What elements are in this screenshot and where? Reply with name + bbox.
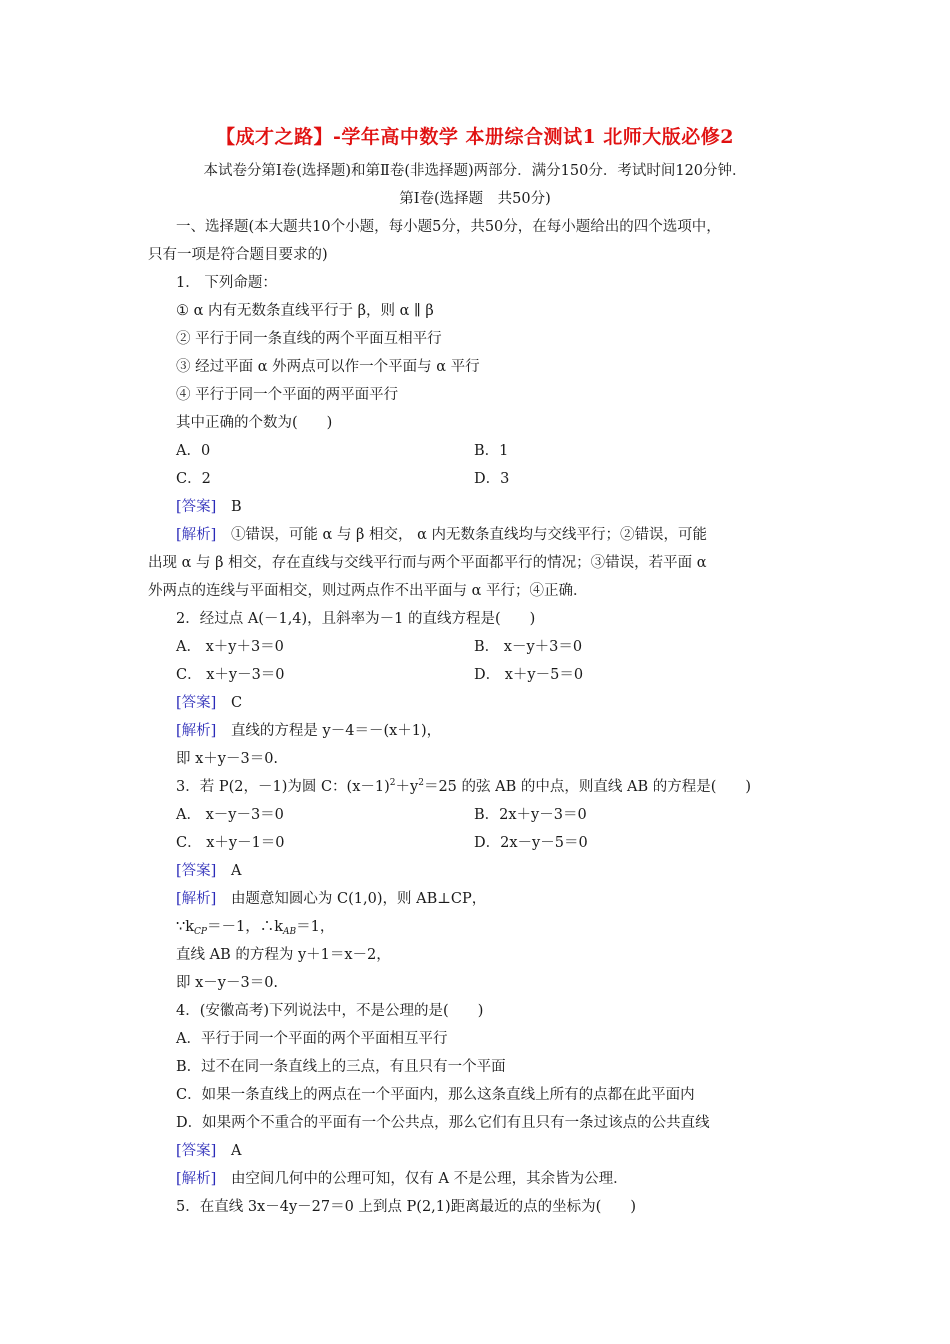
answer-label: [答案] — [176, 1143, 217, 1159]
analysis-label: [解析] — [176, 891, 217, 907]
q4-option-a: A．平行于同一个平面的两个平面相互平行 — [176, 1031, 448, 1047]
q2-option-a: A． x＋y＋3＝0 — [176, 639, 284, 655]
q4-analysis-text1: 由空间几何中的公理可知，仅有 A 不是公理，其余皆为公理． — [230, 1171, 628, 1187]
q4-analysis-line1 — [176, 1169, 628, 1189]
q2-option-d: D． x＋y－5＝0 — [474, 667, 584, 683]
q3-analysis-line2 — [176, 917, 334, 937]
q1-proposition-4: ④ 平行于同一个平面的两平面平行 — [176, 387, 399, 403]
q1-proposition-2: ② 平行于同一条直线的两个平面互相平行 — [176, 331, 442, 347]
q3-stem-exp2: 2 — [418, 778, 424, 788]
q5-stem: 5．在直线 3x－4y－27＝0 上到点 P(2,1)距离最近的点的坐标为( ) — [176, 1199, 636, 1215]
q4-answer — [176, 1141, 241, 1161]
q3-analysis-2c: ＝1， — [296, 919, 335, 935]
q3-option-c: C． x＋y－1＝0 — [176, 835, 285, 851]
q3-stem-exp1: 2 — [389, 778, 396, 788]
q3-stem — [176, 777, 751, 797]
answer-label: [答案] — [176, 863, 217, 879]
q1-proposition-3: ③ 经过平面 α 外两点可以作一个平面与 α 平行 — [176, 359, 480, 375]
answer-label: [答案] — [176, 695, 217, 711]
analysis-label: [解析] — [176, 723, 217, 739]
q2-option-c: C． x＋y－3＝0 — [176, 667, 285, 683]
q3-analysis-sub-cp: CP — [194, 927, 207, 937]
section-instructions-line1: 一、选择题(本大题共10个小题，每小题5分，共50分，在每小题给出的四个选项中， — [176, 219, 721, 235]
q3-answer — [176, 861, 241, 881]
q2-analysis-line2: 即 x＋y－3＝0. — [176, 751, 279, 767]
exam-intro: 本试卷分第Ⅰ卷(选择题)和第Ⅱ卷(非选择题)两部分．满分150分．考试时间120分钟． — [203, 163, 747, 179]
q3-analysis-line3: 直线 AB 的方程为 y＋1＝x－2， — [176, 947, 391, 963]
q3-analysis-line1 — [176, 889, 486, 909]
section-instructions-line2: 只有一项是符合题目要求的) — [148, 247, 328, 263]
answer-label: [答案] — [176, 499, 217, 515]
q2-analysis-line1 — [176, 721, 441, 741]
q4-option-b: B．过不在同一条直线上的三点，有且只有一个平面 — [176, 1059, 506, 1075]
q4-option-d: D．如果两个不重合的平面有一个公共点，那么它们有且只有一条过该点的公共直线 — [176, 1115, 710, 1131]
q3-analysis-2a: ∵k — [176, 919, 195, 935]
q4-stem: 4．(安徽高考)下列说法中，不是公理的是( ) — [176, 1003, 484, 1019]
q3-stem-part1: 3．若 P(2，－1)为圆 C：(x－1) — [176, 779, 390, 795]
q1-answer — [176, 497, 242, 517]
q2-answer — [176, 693, 242, 713]
q1-option-c: C．2 — [176, 471, 211, 487]
q3-analysis-sub-ab: AB — [282, 927, 297, 937]
part1-heading: 第Ⅰ卷(选择题 共50分) — [399, 191, 551, 207]
q4-answer-value: A — [230, 1143, 242, 1159]
q1-option-a: A．0 — [176, 443, 211, 459]
q1-analysis-text1: ①错误，可能 α 与 β 相交， α 内无数条直线均与交线平行；②错误，可能 — [230, 527, 708, 543]
q3-analysis-text1: 由题意知圆心为 C(1,0)，则 AB⊥CP， — [230, 891, 487, 907]
q1-option-b: B．1 — [474, 443, 509, 459]
q3-answer-value: A — [230, 863, 242, 879]
q1-ask: 其中正确的个数为( ) — [176, 415, 333, 431]
q3-option-b: B．2x＋y－3＝0 — [474, 807, 587, 823]
q3-stem-part2: ＋y — [395, 779, 419, 795]
q1-analysis-line2: 出现 α 与 β 相交，存在直线与交线平行而与两个平面都平行的情况；③错误，若平面 α — [148, 555, 707, 571]
q3-option-d: D．2x－y－5＝0 — [474, 835, 588, 851]
q2-analysis-text1: 直线的方程是 y－4＝－(x＋1)， — [230, 723, 442, 739]
q1-proposition-1: ① α 内有无数条直线平行于 β，则 α ∥ β — [176, 303, 434, 319]
q1-analysis-line1 — [176, 525, 707, 545]
q3-stem-part3: ＝25 的弦 AB 的中点，则直线 AB 的方程是( ) — [423, 779, 752, 795]
q3-analysis-2b: ＝－1，∴k — [206, 919, 283, 935]
q1-analysis-line3: 外两点的连线与平面相交，则过两点作不出平面与 α 平行；④正确． — [148, 583, 588, 599]
q2-stem: 2．经过点 A(－1,4)，且斜率为－1 的直线方程是( ) — [176, 611, 536, 627]
q4-option-c: C．如果一条直线上的两点在一个平面内，那么这条直线上所有的点都在此平面内 — [176, 1087, 695, 1103]
q1-answer-value: B — [230, 499, 242, 515]
document-title: 【成才之路】-学年高中数学 本册综合测试1 北师大版必修2 — [215, 126, 735, 148]
q1-option-d: D．3 — [474, 471, 510, 487]
q1-stem: 1． 下列命题： — [176, 275, 277, 291]
analysis-label: [解析] — [176, 527, 217, 543]
analysis-label: [解析] — [176, 1171, 217, 1187]
q3-option-a: A． x－y－3＝0 — [176, 807, 284, 823]
q2-answer-value: C — [230, 695, 243, 711]
q2-option-b: B． x－y＋3＝0 — [474, 639, 583, 655]
q3-analysis-line4: 即 x－y－3＝0. — [176, 975, 279, 991]
